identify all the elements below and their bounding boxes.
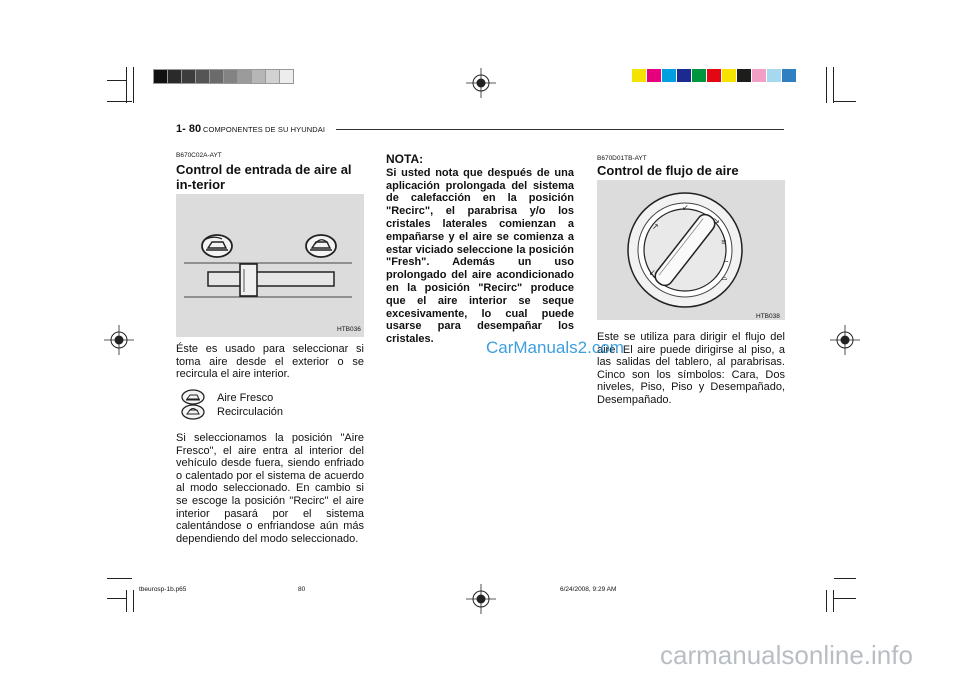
section-heading: Control de flujo de aire: [597, 163, 739, 178]
color-swatch: [722, 69, 736, 82]
watermark-bottom-text: carmanualsonline.info: [660, 640, 913, 670]
gray-swatch: [223, 69, 238, 84]
fresh-air-icon: [180, 389, 206, 405]
gray-swatch: [209, 69, 224, 84]
crop-mark: [834, 598, 856, 599]
gray-swatch: [181, 69, 196, 84]
section-code: B670D01TB-AYT: [597, 155, 647, 162]
figure-label: HTB038: [756, 313, 780, 320]
main-paragraph: Si seleccionamos la posición "Aire Fresco", el aire entra al interior del vehículo desde fuera, siendo enfriado o calentado por el sistema de acuerdo al modo seleccionado. En cambio si se escoge la posición "Recirc" el aire interior pasará por el sistema calentándose o enfriandose aún más dependiendo del modo seleccionado.: [176, 432, 364, 545]
registration-mark-icon: [466, 68, 496, 98]
recirculation-icon: [180, 404, 206, 420]
crop-mark: [126, 67, 127, 103]
air-intake-slider-illustration: [176, 194, 364, 337]
intro-paragraph: Éste es usado para seleccionar si toma aire desde el exterior o se recircula el aire interior.: [176, 343, 364, 381]
registration-mark-icon: [104, 325, 134, 355]
registration-mark-icon: [466, 584, 496, 614]
color-swatch: [662, 69, 676, 82]
crop-mark: [107, 598, 127, 599]
watermark-text: CarManuals2.com: [486, 338, 624, 357]
section-code: B670C02A-AYT: [176, 152, 222, 159]
color-swatch: [782, 69, 796, 82]
footer-file: tbeurosp-1b.p65: [139, 586, 187, 593]
crop-mark: [133, 590, 134, 612]
legend-recirculation: Recirculación: [217, 406, 284, 418]
svg-text:≡: ≡: [721, 238, 727, 246]
crop-mark: [833, 590, 834, 612]
color-swatch: [737, 69, 751, 82]
section-heading: Control de entrada de aire al in-terior: [176, 162, 352, 192]
crop-mark: [107, 101, 132, 102]
svg-text:↙: ↙: [649, 268, 656, 277]
color-swatch: [707, 69, 721, 82]
svg-text:↙: ↙: [682, 203, 689, 212]
color-swatch: [767, 69, 781, 82]
page-number: 1- 80: [176, 123, 202, 135]
crop-mark: [833, 67, 834, 103]
figure-label: HTB036: [337, 326, 361, 333]
airflow-knob-illustration: [597, 180, 785, 320]
svg-text:↘: ↘: [713, 216, 720, 225]
footer-page: 80: [298, 586, 306, 593]
crop-mark: [126, 590, 127, 612]
crop-mark: [107, 80, 127, 81]
crop-mark: [834, 578, 856, 579]
color-swatch: [692, 69, 706, 82]
crop-mark: [107, 578, 132, 579]
svg-text:⌓: ⌓: [721, 273, 728, 282]
svg-text:⌐: ⌐: [723, 258, 729, 266]
gray-swatch: [251, 69, 266, 84]
color-swatch: [677, 69, 691, 82]
crop-mark: [834, 101, 856, 102]
section-title: COMPONENTES DE SU HYUNDAI: [203, 125, 326, 134]
gray-swatch: [279, 69, 294, 84]
note-box: [386, 153, 574, 346]
color-swatch: [647, 69, 661, 82]
header-rule: [336, 129, 784, 130]
crop-mark: [133, 67, 134, 103]
color-swatch: [632, 69, 646, 82]
svg-text:↗: ↗: [652, 222, 659, 231]
gray-swatch: [265, 69, 280, 84]
gray-swatch: [195, 69, 210, 84]
gray-swatch: [153, 69, 168, 84]
crop-mark: [826, 67, 827, 103]
airflow-paragraph: Este se utiliza para dirigir el flujo del aire. El aire puede dirigirse al piso, a las salidas del tablero, al parabrisas. Cinco son los símbolos: Cara, Dos niveles, Piso, Piso y Desempañado, Desempañado.: [597, 331, 785, 406]
crop-mark: [826, 590, 827, 612]
gray-swatch: [237, 69, 252, 84]
note-text: Si usted nota que después de una aplicación prolongada del sistema de calefacción en la posición "Recirc", el parabrisa y/o los cristales laterales comienzan a empañarse y el aire se comienza a estar viciado seleccione la posición "Fresh". Además un uso prolongado del aire acondicionado en la posición "Recirc" produce que el aire interior se seque excesivamente, lo cual puede usarse para desempañar los cristales.: [386, 166, 574, 346]
color-swatch: [752, 69, 766, 82]
registration-mark-icon: [830, 325, 860, 355]
air-intake-figure: [176, 194, 364, 337]
legend-fresh-air: Aire Fresco: [217, 392, 274, 404]
footer-date: 6/24/2008, 9:29 AM: [560, 586, 617, 593]
gray-swatch: [167, 69, 182, 84]
airflow-figure: [597, 180, 785, 320]
note-title: NOTA:: [386, 152, 424, 166]
